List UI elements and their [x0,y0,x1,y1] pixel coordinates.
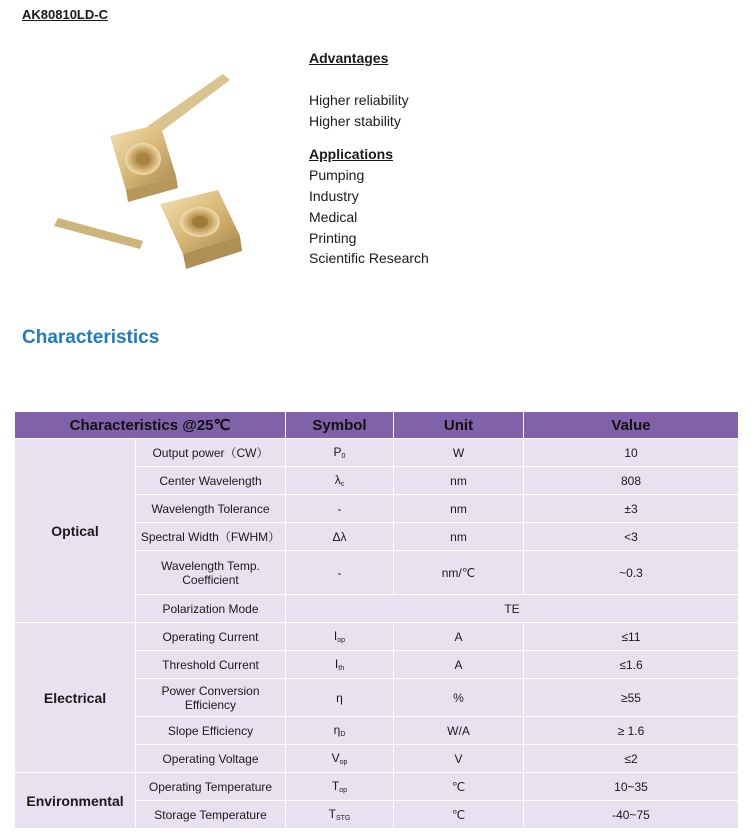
product-photo [48,66,258,281]
application-item: Medical [309,208,358,225]
unit-cell: nm/℃ [394,551,524,595]
symbol-subscript: STG [335,815,351,822]
group-label: Environmental [15,773,136,829]
group-label: Electrical [15,623,136,773]
symbol-subscript: 0 [341,453,346,460]
unit-cell: % [394,679,524,717]
unit-cell: ℃ [394,801,524,829]
param-cell: Polarization Mode [136,595,286,623]
symbol-cell [286,717,394,745]
table-row [15,773,739,801]
param-cell: Output power（CW） [136,439,286,467]
symbol-cell [286,679,394,717]
application-item: Pumping [309,167,365,184]
info-block [309,48,429,269]
characteristics-table [14,411,739,829]
symbol-cell [286,467,394,495]
symbol-main: η [336,690,343,705]
param-cell: Operating Temperature [136,773,286,801]
product-title: AK80810LD-C [22,7,108,22]
param-cell: Operating Voltage [136,745,286,773]
symbol-main: - [337,501,342,516]
value-cell: ≤11 [524,623,739,651]
value-cell: ≥ 1.6 [524,717,739,745]
unit-cell: nm [394,467,524,495]
unit-cell: nm [394,495,524,523]
param-line: Coefficient [182,572,239,587]
header-characteristics: Characteristics @25℃ [15,412,286,439]
section-title: Characteristics [22,327,160,348]
unit-cell: W/A [394,717,524,745]
unit-cell: V [394,745,524,773]
symbol-subscript: th [338,665,345,672]
symbol-subscript: op [339,787,348,794]
symbol-cell [286,745,394,773]
value-cell: ≤2 [524,745,739,773]
application-item: Scientific Research [309,250,429,267]
symbol-main: P [333,445,342,459]
unit-cell: A [394,623,524,651]
symbol-cell [286,439,394,467]
symbol-cell [286,551,394,595]
symbol-subscript: op [339,759,348,766]
application-item: Industry [309,187,359,204]
symbol-main: T [331,779,340,793]
symbol-cell [286,773,394,801]
value-cell: 808 [524,467,739,495]
symbol-main: η [333,723,341,737]
unit-cell: A [394,651,524,679]
symbol-main: I [333,629,338,643]
value-cell: 10~35 [524,773,739,801]
symbol-cell [286,523,394,551]
param-line: Wavelength Temp. [161,558,260,573]
header-value: Value [524,412,739,439]
param-cell: Wavelength Tolerance [136,495,286,523]
value-cell: ~0.3 [524,551,739,595]
value-cell: ±3 [524,495,739,523]
table-header-row [15,412,739,439]
unit-cell: ℃ [394,773,524,801]
application-item: Printing [309,229,357,246]
symbol-cell [286,801,394,829]
symbol-main: I [334,657,339,671]
param-cell: Spectral Width（FWHM） [136,523,286,551]
value-cell: ≤1.6 [524,651,739,679]
value-cell: 10 [524,439,739,467]
symbol-cell [286,495,394,523]
param-cell [136,551,286,595]
symbol-main: λ [334,473,341,487]
param-cell: Storage Temperature [136,801,286,829]
param-cell: Operating Current [136,623,286,651]
table-row [15,439,739,467]
symbol-main: - [337,565,342,580]
symbol-main: V [331,751,340,765]
header-symbol: Symbol [286,412,394,439]
symbol-subscript: c [340,481,345,488]
param-cell: Threshold Current [136,651,286,679]
advantages-heading: Advantages [309,50,389,66]
param-cell [136,679,286,717]
advantage-item: Higher stability [309,112,401,129]
table-row [15,623,739,651]
advantage-item: Higher reliability [309,91,409,108]
value-cell: <3 [524,523,739,551]
symbol-cell [286,623,394,651]
header-unit: Unit [394,412,524,439]
param-cell: Center Wavelength [136,467,286,495]
symbol-subscript: op [337,637,346,644]
unit-cell: nm [394,523,524,551]
symbol-cell [286,651,394,679]
symbol-main: Δλ [332,529,347,544]
param-line: Power Conversion [161,683,260,698]
applications-heading: Applications [309,146,394,163]
unit-cell: W [394,439,524,467]
merged-cell: TE [286,595,739,623]
param-line: Efficiency [184,697,237,712]
param-cell: Slope Efficiency [136,717,286,745]
symbol-subscript: D [340,731,346,738]
group-label: Optical [15,439,136,623]
value-cell: -40~75 [524,801,739,829]
value-cell: ≥55 [524,679,739,717]
symbol-main: T [328,807,336,821]
